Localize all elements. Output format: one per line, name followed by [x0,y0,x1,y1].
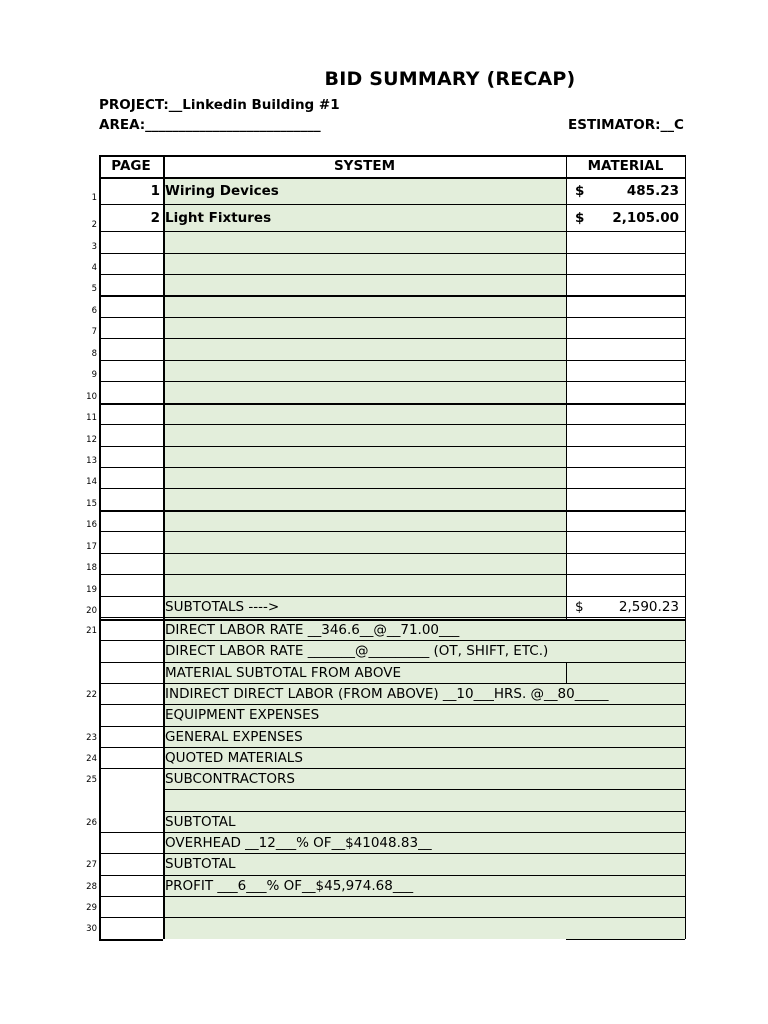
summary-label: DIRECT LABOR RATE __346.6__@__71.00___ [165,621,460,638]
row-number: 16 [86,520,97,530]
row-number: 29 [86,903,97,913]
row-number: 8 [91,349,97,359]
row-number: 21 [86,626,97,636]
grid-line [99,204,685,205]
column-header-system: SYSTEM [333,158,396,174]
grid-line [99,424,685,425]
material-amount: 2,105.00 [612,209,679,226]
row-number: 14 [86,477,97,487]
summary-label: QUOTED MATERIALS [165,749,303,766]
system-cell: SUBTOTALS ----> [165,598,280,615]
summary-label: DIRECT LABOR RATE _______@_________ (OT, SHIFT, ETC.) [165,643,549,659]
grid-line [99,488,685,489]
material-amount: 485.23 [626,182,679,199]
grid-line [566,939,685,940]
area-field: AREA:__________________________ [99,117,321,133]
page-title: BID SUMMARY (RECAP) [324,68,576,90]
page-cell: 1 [150,182,160,199]
grid-line [163,789,685,790]
row-number: 12 [86,435,97,445]
summary-label: MATERIAL SUBTOTAL FROM ABOVE [165,664,401,681]
row-number: 7 [91,327,97,337]
summary-label: OVERHEAD __12___% OF__$41048.83__ [165,834,432,851]
summary-label: GENERAL EXPENSES [165,728,303,745]
grid-line [99,253,685,254]
grid-line [685,155,686,939]
row-number: 22 [86,690,97,700]
grid-line [99,317,685,318]
grid-line [99,574,685,575]
currency-symbol: $ [575,209,585,226]
page-cell: 2 [150,209,160,226]
row-number: 28 [86,882,97,892]
row-number: 5 [91,284,97,294]
row-number: 1 [91,193,97,203]
grid-line [566,662,567,683]
grid-line [99,403,685,405]
summary-label: EQUIPMENT EXPENSES [165,707,320,723]
grid-line [99,617,685,618]
system-cell: Wiring Devices [165,182,279,199]
grid-line [99,155,685,157]
system-column-fill [163,177,566,617]
row-number: 10 [86,392,97,402]
project-field: PROJECT:__Linkedin Building #1 [99,97,340,113]
grid-line [99,177,685,179]
grid-line [99,155,101,939]
grid-line [99,510,685,512]
row-number: 4 [91,263,97,273]
grid-line [99,531,685,532]
grid-line [566,155,567,619]
column-header-material: MATERIAL [587,158,664,174]
currency-symbol: $ [575,598,584,615]
grid-line [99,338,685,339]
row-number: 23 [86,733,97,743]
grid-line [99,295,685,297]
summary-label: SUBTOTAL [165,856,236,872]
summary-label: SUBTOTAL [165,813,236,830]
grid-line [99,553,685,554]
row-number: 30 [86,924,97,934]
grid-line [99,446,685,447]
grid-line [99,231,685,232]
row-number: 11 [86,413,97,423]
estimator-field: ESTIMATOR:__C [568,117,684,133]
grid-line [163,811,685,812]
row-number: 27 [86,860,97,870]
summary-label: INDIRECT DIRECT LABOR (FROM ABOVE) __10___HRS. @__80_____ [165,685,609,702]
material-amount: 2,590.23 [618,598,679,615]
row-number: 2 [91,220,97,230]
row-number: 17 [86,542,97,552]
grid-line [99,896,685,897]
grid-line [99,381,685,382]
row-number: 20 [86,606,97,616]
row-number: 25 [86,775,97,785]
row-number: 18 [86,563,97,573]
currency-symbol: $ [575,182,585,199]
grid-line [99,274,685,275]
grid-line [99,917,685,918]
row-number: 15 [86,499,97,509]
summary-label: SUBCONTRACTORS [165,770,295,787]
row-number: 26 [86,818,97,828]
grid-line [99,939,163,941]
system-cell: Light Fixtures [165,209,272,226]
column-header-page: PAGE [111,158,151,174]
row-number: 24 [86,754,97,764]
row-number: 6 [91,306,97,316]
row-number: 9 [91,370,97,380]
row-number: 13 [86,456,97,466]
grid-line [99,467,685,468]
summary-label: PROFIT ___6___% OF__$45,974.68___ [165,877,414,894]
row-number: 3 [91,242,97,252]
grid-line [99,360,685,361]
row-number: 19 [86,585,97,595]
